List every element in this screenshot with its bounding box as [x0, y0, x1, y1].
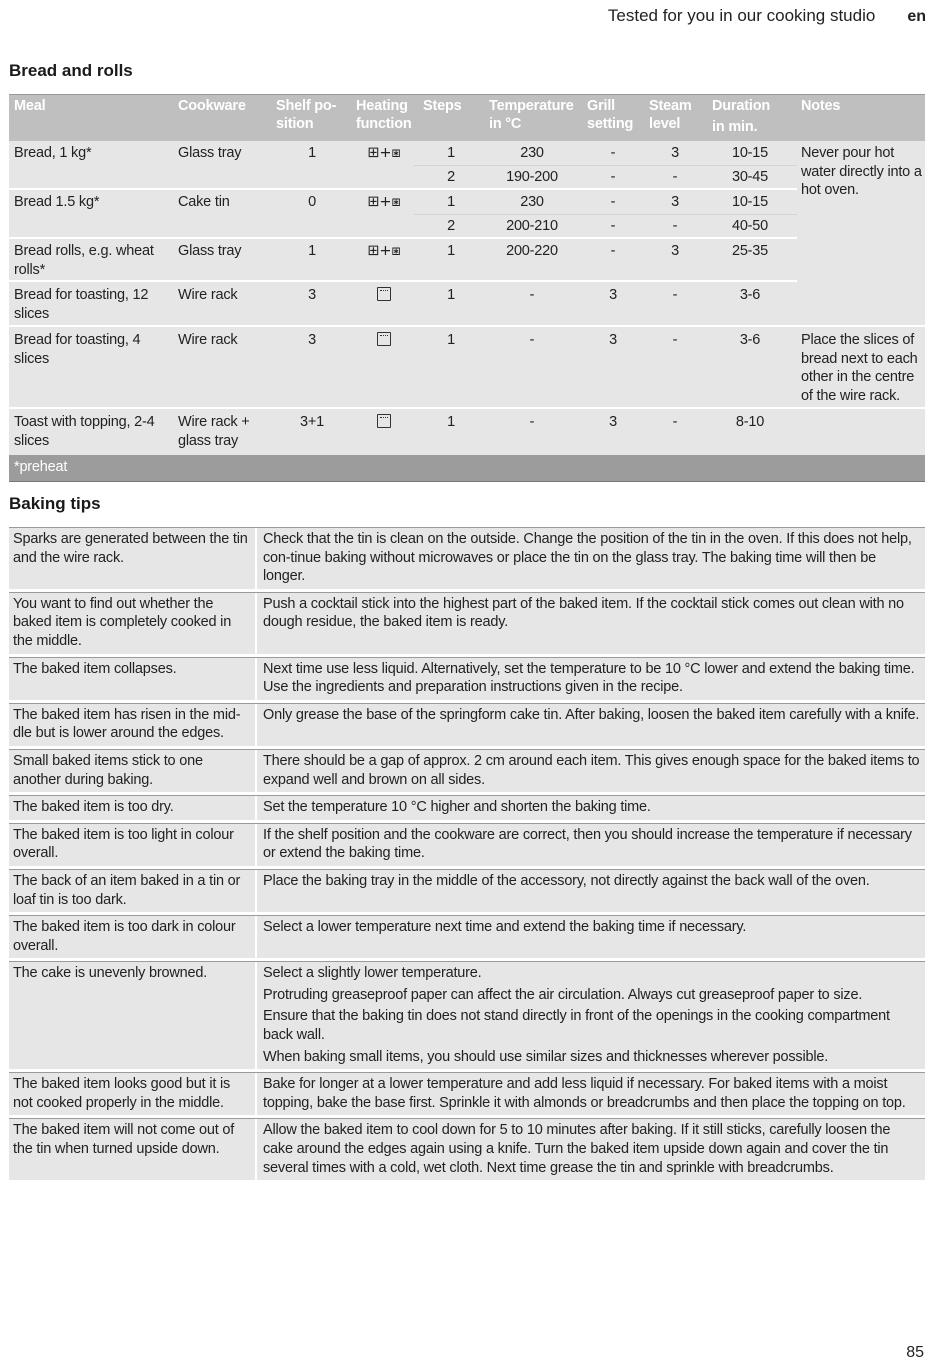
col-temperature: Temperature in °C	[489, 98, 574, 132]
table-row	[9, 657, 925, 700]
col-meal: Meal	[14, 98, 46, 114]
solution-cell	[255, 658, 925, 700]
problem-cell: The back of an item baked in a tin or loaf tin is too dark.	[13, 872, 241, 908]
col-steps: Steps	[423, 98, 462, 114]
shelf-cell: 3	[308, 332, 316, 348]
temperature-cell: 230	[520, 145, 544, 161]
meal-cell: Bread rolls, e.g. wheat rolls*	[14, 243, 154, 278]
steam-cell: -	[672, 218, 678, 234]
language-code: en	[907, 8, 926, 25]
duration-cell: 25-35	[731, 243, 769, 259]
solution-text: Only grease the base of the springform cake tin. After baking, loosen the baked item carefully with a knife.	[263, 706, 920, 723]
solution-text: Bake for longer at a lower temperature and add less liquid if necessary. For baked items with a moist topping, bake the base first. Sprinkle it with almonds or breadcrumbs and then place the topping on top.	[263, 1076, 906, 1111]
meal-cell: Bread 1.5 kg*	[14, 194, 100, 210]
col-cookware: Cookware	[178, 98, 246, 114]
solution-text: Push a cocktail stick into the highest part of the baked item. If the cocktail stick comes out clean with no dough residue, the baked item is ready.	[263, 595, 904, 631]
hot-air-plus-bottom-heat-icon: ⊞+⧆	[367, 194, 401, 210]
col-shelf: Shelf po- sition	[276, 98, 337, 132]
problem-cell: The baked item is too light in colour overall.	[13, 826, 234, 862]
problem-cell: The cake is unevenly browned.	[13, 965, 208, 982]
solution-text: If the shelf position and the cookware are correct, then you should increase the temperature if necessary or extend the baking time.	[263, 826, 912, 862]
solution-cell	[255, 704, 925, 746]
meal-cell: Bread for toasting, 12 slices	[14, 287, 149, 322]
table-row	[9, 915, 925, 958]
hot-air-plus-bottom-heat-icon: ⊞+⧆	[367, 243, 401, 259]
steam-cell: -	[672, 414, 678, 430]
grill-cell: -	[610, 243, 616, 259]
step-separator	[414, 165, 797, 166]
problem-cell: The baked item looks good but it is not cooked properly in the middle.	[13, 1076, 231, 1111]
row-separator	[9, 280, 797, 282]
solution-text: Select a slightly lower temperature.	[263, 965, 482, 982]
cookware-cell: Cake tin	[178, 194, 230, 210]
steps-cell: 1	[447, 194, 455, 210]
solution-cell	[255, 824, 925, 866]
meal-cell: Bread, 1 kg*	[14, 145, 92, 161]
solution-text: Allow the baked item to cool down for 5 to 10 minutes after baking. If it still sticks, carefully loosen the cake around the edges again using a knife. Turn the baked item upside down again and cover the tin several times with a cold, wet cloth. Next time grease the tin and sprinkle with breadcrumbs.	[263, 1122, 891, 1176]
grill-cell: -	[610, 145, 616, 161]
steam-cell: -	[672, 332, 678, 348]
steps-cell: 1	[447, 243, 455, 259]
baking-tips-table	[9, 527, 925, 1183]
row-separator	[9, 325, 925, 327]
col-heating: Heating function	[356, 98, 412, 132]
solution-cell	[255, 750, 925, 792]
row-separator	[9, 407, 925, 409]
solution-text: Check that the tin is clean on the outside. Change the position of the tin in the oven. If this does not help, con-tinue baking without microwaves or place the tin on the glass tray. The baking time will then be longer.	[263, 531, 912, 585]
shelf-cell: 3+1	[300, 414, 324, 430]
table-row	[9, 1118, 925, 1180]
problem-cell: The baked item is too dark in colour overall.	[13, 919, 236, 954]
table-row	[9, 869, 925, 912]
col-duration: Duration in min.	[712, 98, 771, 135]
grill-cell: -	[610, 218, 616, 234]
steps-cell: 1	[447, 414, 455, 430]
shelf-cell: 1	[308, 243, 316, 259]
row-separator	[9, 237, 797, 239]
temperature-cell: -	[529, 414, 535, 430]
problem-cell: Sparks are generated between the tin and the wire rack.	[13, 531, 248, 566]
problem-cell: The baked item is too dry.	[13, 799, 174, 816]
duration-cell: 40-50	[731, 218, 769, 234]
grill-cell: -	[610, 169, 616, 185]
meal-cell: Bread for toasting, 4 slices	[14, 332, 141, 367]
meal-cell: Toast with topping, 2-4 slices	[14, 414, 155, 449]
shelf-cell: 0	[308, 194, 316, 210]
temperature-cell: 200-220	[506, 243, 558, 259]
steam-cell: 3	[671, 194, 679, 210]
grill-small-icon	[359, 331, 409, 351]
table-row	[9, 961, 925, 1069]
table-row	[9, 592, 925, 654]
bread-section-title: Bread and rolls	[9, 61, 133, 80]
problem-cell: You want to find out whether the baked item is completely cooked in the middle.	[13, 595, 232, 649]
steam-cell: 3	[671, 243, 679, 259]
grill-cell: 3	[609, 332, 617, 348]
col-steam: Steam level	[649, 98, 692, 132]
table-row	[9, 703, 925, 746]
step-separator	[414, 214, 797, 215]
temperature-cell: -	[529, 332, 535, 348]
steps-cell: 1	[447, 332, 455, 348]
steps-cell: 1	[447, 145, 455, 161]
bread-table	[9, 94, 925, 482]
duration-cell: 10-15	[731, 145, 769, 161]
duration-cell: 3-6	[739, 332, 761, 348]
problem-cell: Small baked items stick to one another during baking.	[13, 752, 203, 788]
grill-cell: 3	[609, 287, 617, 303]
cookware-cell: Wire rack	[178, 287, 238, 303]
notes-cell: Place the slices of bread next to each other in the centre of the wire rack.	[801, 332, 918, 404]
temperature-cell: 200-210	[506, 218, 558, 234]
steam-cell: -	[672, 169, 678, 185]
duration-cell: 8-10	[735, 414, 765, 430]
header-title: Tested for you in our cooking studio	[607, 6, 876, 25]
grill-large-icon	[359, 286, 409, 306]
page-header	[608, 6, 926, 30]
page-number: 85	[906, 1344, 924, 1361]
col-grill: Grill setting	[587, 98, 634, 132]
solution-text: Next time use less liquid. Alternatively, set the temperature to be 10 °C lower and extend the baking time. Use the ingredients and preparation instructions given in the recipe.	[263, 660, 915, 696]
solution-cell	[255, 1119, 925, 1180]
steam-cell: 3	[671, 145, 679, 161]
temperature-cell: 190-200	[506, 169, 558, 185]
steps-cell: 2	[447, 169, 455, 185]
cookware-cell: Glass tray	[178, 145, 242, 161]
solution-cell	[255, 870, 925, 912]
steps-cell: 1	[447, 287, 455, 303]
solution-text: Select a lower temperature next time and extend the baking time if necessary.	[263, 919, 747, 936]
cookware-cell: Glass tray	[178, 243, 242, 259]
notes-cell: Never pour hot water directly into a hot oven.	[801, 145, 922, 198]
table-footnote: *preheat	[9, 455, 925, 482]
duration-cell: 10-15	[731, 194, 769, 210]
cookware-cell: Wire rack	[178, 332, 238, 348]
solution-text: Protruding greaseproof paper can affect the air circulation. Always cut greaseproof paper to size.	[263, 986, 863, 1003]
problem-cell: The baked item collapses.	[13, 660, 177, 677]
solution-cell	[255, 916, 925, 958]
solution-text: Place the baking tray in the middle of the accessory, not directly against the back wall of the oven.	[263, 872, 870, 889]
shelf-cell: 3	[308, 287, 316, 303]
tips-section-title: Baking tips	[9, 494, 101, 513]
temperature-cell: -	[529, 287, 535, 303]
table-row	[9, 749, 925, 792]
solution-cell	[255, 796, 925, 820]
solution-text: When baking small items, you should use similar sizes and thicknesses wherever possible.	[263, 1048, 829, 1065]
grill-cell: 3	[609, 414, 617, 430]
steps-cell: 2	[447, 218, 455, 234]
shelf-cell: 1	[308, 145, 316, 161]
problem-cell: The baked item has risen in the mid-dle but is lower around the edges.	[13, 706, 241, 742]
hot-air-plus-bottom-heat-icon: ⊞+⧆	[367, 145, 401, 161]
solution-text: Ensure that the baking tin does not stand directly in front of the openings in the cooking compartment back wall.	[263, 1008, 890, 1044]
row-separator	[9, 188, 797, 190]
steam-cell: -	[672, 287, 678, 303]
table-body	[9, 141, 925, 455]
temperature-cell: 230	[520, 194, 544, 210]
solution-cell	[255, 1073, 925, 1115]
duration-cell: 30-45	[731, 169, 769, 185]
solution-text: Set the temperature 10 °C higher and shorten the baking time.	[263, 799, 651, 816]
grill-small-icon	[359, 413, 409, 433]
table-row	[9, 795, 925, 820]
cookware-cell: Wire rack + glass tray	[178, 414, 250, 449]
problem-cell: The baked item will not come out of the tin when turned upside down.	[13, 1122, 235, 1158]
table-row	[9, 823, 925, 866]
grill-cell: -	[610, 194, 616, 210]
solution-cell	[255, 962, 925, 1069]
col-notes: Notes	[801, 98, 841, 114]
solution-cell	[255, 528, 925, 589]
solution-text: There should be a gap of approx. 2 cm around each item. This gives enough space for the baked items to expand well and brown on all sides.	[263, 752, 920, 788]
table-row	[9, 527, 925, 589]
table-header	[9, 94, 925, 141]
solution-cell	[255, 593, 925, 654]
duration-cell: 3-6	[739, 287, 761, 303]
table-row	[9, 1072, 925, 1115]
